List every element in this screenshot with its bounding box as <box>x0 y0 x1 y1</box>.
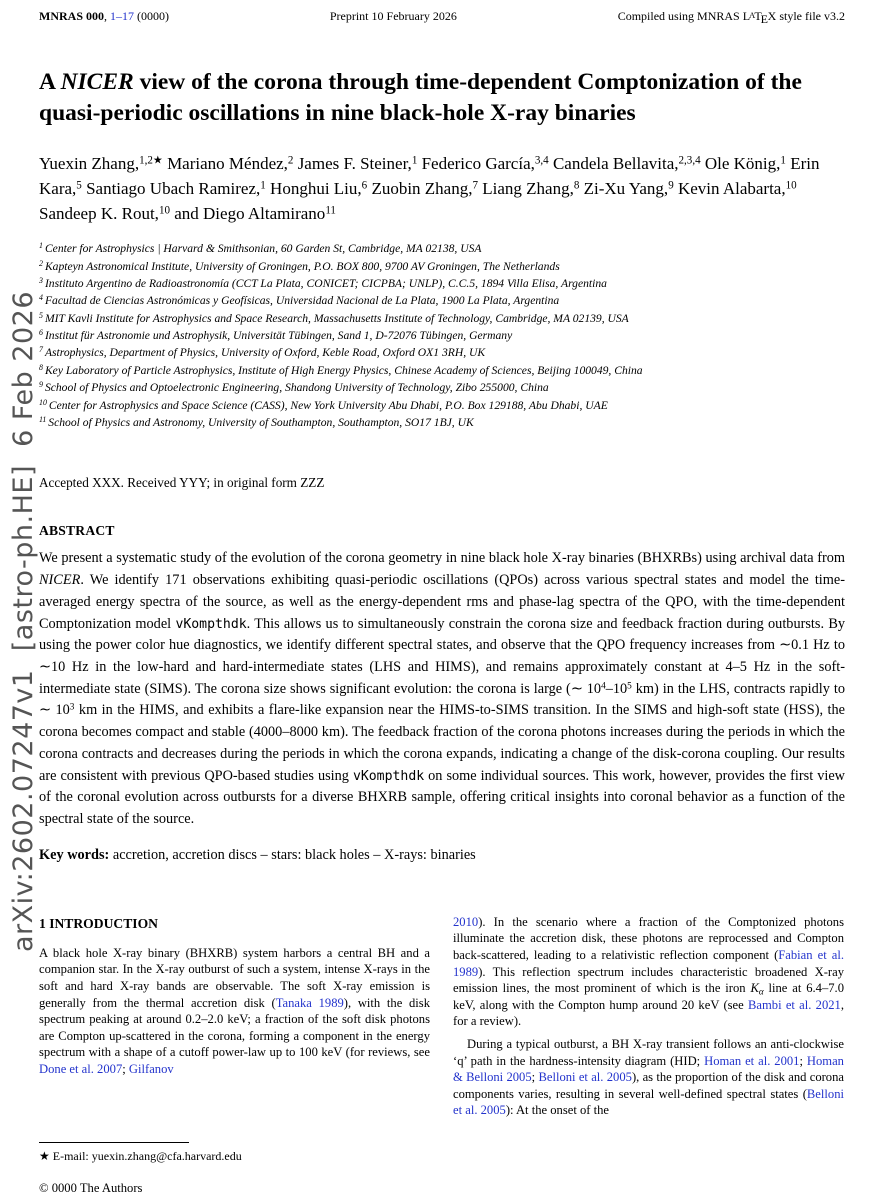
affiliation-number: 7 <box>39 345 43 355</box>
text-segment: 6 <box>361 179 368 192</box>
text-segment: We present a systematic study of the evolution of the corona geometry in nine black hole X-ray binaries (BHXRBs) using archival data from <box>39 550 845 567</box>
affiliation-item <box>39 414 845 431</box>
affiliation-text: School of Physics and Astronomy, University of Southampton, Southampton, SO17 1BJ, UK <box>48 415 474 429</box>
affiliation-number: 10 <box>39 397 47 407</box>
text-segment: Kevin Alabarta, <box>673 178 786 198</box>
text-segment: 7 <box>472 179 479 192</box>
text-segment: Honghui Liu, <box>265 178 362 198</box>
text-segment: 5 <box>76 179 82 192</box>
affiliation-item <box>39 292 845 309</box>
text-segment: A <box>749 9 756 20</box>
text-segment: 3,4 <box>534 154 549 167</box>
affiliation-number: 3 <box>39 275 43 285</box>
text-segment: Sandeep K. Rout, <box>39 203 159 223</box>
text-segment: line at 6.4–7.0 keV, along with the Compton hump around 20 keV (see <box>453 981 845 1012</box>
text-segment: Mariano Méndez, <box>162 153 288 173</box>
text-segment: During a typical outburst, a BH X-ray transient follows an anti-clockwise ‘q’ path in the hardness-intensity diagram (HID; <box>453 1037 844 1068</box>
text-segment: ), as the proportion of the disk and corona components varies, resulting in several well-defined spectral states ( <box>453 1070 844 1101</box>
text-segment: , for a review). <box>453 997 845 1029</box>
affiliation-item <box>39 258 845 275</box>
text-segment: X style file v3.2 <box>767 9 845 23</box>
text-segment: A black hole X-ray binary (BHXRB) system harbors a central BH and a companion star. In the X-ray outburst of such a system, intense X-rays in the soft and hard X-ray bands are observable. The soft X-ray emission is generally from the thermal accretion disk ( <box>39 945 430 1010</box>
text-segment: 1 <box>780 154 786 167</box>
affiliation-number: 5 <box>39 310 43 320</box>
citation-done-2007[interactable]: Done et al. 2007 <box>39 1062 123 1077</box>
text-segment: . This allows us to simultaneously constrain the corona size and feedback fraction during outbursts. By using the power color hue diagnostics, we identify different spectral states, and observe that the QPO frequency increases from ∼0.1 Hz to ∼10 Hz in the low-hard and hard-intermediate states (LHS and HIMS), and remains approximately constant at 4–5 Hz in the soft-intermediate state (SIMS). The corona size shows significant evolution: the corona is large (∼ 10 <box>39 615 845 697</box>
text-segment: 10 <box>158 204 170 217</box>
text-segment: Key words: <box>39 846 110 863</box>
text-segment: Zi-Xu Yang, <box>579 178 669 198</box>
citation-gilfanov-2010[interactable]: Gilfanov <box>128 1062 174 1077</box>
compile-note <box>618 9 845 27</box>
text-segment: 1,2 <box>139 154 153 167</box>
abstract-text <box>39 548 845 830</box>
affiliation-number: 6 <box>39 328 43 338</box>
footnote-area <box>39 1142 431 1164</box>
journal-reference <box>39 9 169 24</box>
text-segment: . We identify 171 observations exhibiting quasi-periodic oscillations (QPOs) across various spectral states and model the time-averaged energy spectra of the source, as well as the energy-dependent rms and phase-lag spectra of the QPO, with the time-dependent Comptonization model <box>39 572 845 632</box>
text-segment: 2,3,4 <box>678 154 701 167</box>
intro-paragraph-3 <box>453 1036 844 1119</box>
copyright-footer: © 0000 The Authors <box>39 1181 143 1195</box>
text-segment: Zuobin Zhang, <box>367 178 473 198</box>
affiliation-item <box>39 327 845 344</box>
affiliation-text: Key Laboratory of Particle Astrophysics, Institute of High Energy Physics, Chinese Academy of Sciences, Beijing 100049, China <box>44 363 643 377</box>
text-segment: vKompthdk <box>175 616 247 632</box>
text-segment: 10 <box>785 179 797 192</box>
text-segment: A <box>39 68 61 95</box>
text-segment: ). This reflection spectrum includes characteristic broadened X-ray emission lines, the most prominent of which is the iron <box>453 964 844 996</box>
text-segment: 1 <box>411 154 418 167</box>
text-segment: km) in the LHS, contracts rapidly to ∼ 10 <box>39 680 845 719</box>
footnote-email <box>39 1149 431 1164</box>
affiliation-item <box>39 379 845 396</box>
citation-belloni-2005b[interactable]: Belloni et al. 2005 <box>453 1086 844 1118</box>
affiliation-number: 4 <box>39 293 43 303</box>
two-column-body <box>39 914 845 1162</box>
text-segment: Federico García, <box>417 153 535 173</box>
page-header <box>39 0 845 27</box>
text-segment: (0000) <box>134 9 169 23</box>
affiliation-item <box>39 275 845 292</box>
intro-paragraph-2 <box>453 914 844 1030</box>
citation-homan-belloni-2005[interactable]: Homan & Belloni 2005 <box>453 1053 844 1085</box>
paper-content <box>39 0 845 1162</box>
affiliation-text: School of Physics and Optoelectronic Engineering, Shandong University of Technology, Zibo 255000, China <box>44 381 549 395</box>
text-segment: Candela Bellavita, <box>548 153 679 173</box>
text-segment: 5 <box>627 681 632 692</box>
text-segment: James F. Steiner, <box>293 153 412 173</box>
text-segment: K <box>750 981 759 996</box>
text-segment: ), with the disk spectrum peaking at around 0.2–2.0 keV; a fraction of the soft disk photons are Compton up-scattered in the corona, forming a component in the energy spectrum with a shape of a cutoff power-law up to 100 keV (for reviews, see <box>39 995 431 1060</box>
affiliation-item <box>39 310 845 327</box>
affiliation-text: Astrophysics, Department of Physics, University of Oxford, Keble Road, Oxford OX1 3RH, UK <box>44 346 486 360</box>
text-segment: 1 <box>260 179 266 192</box>
affiliation-number: 8 <box>39 362 43 372</box>
affiliation-text: Institut für Astronomie und Astrophysik, Universität Tübingen, Sand 1, D-72076 Tübingen, Germany <box>44 329 513 343</box>
affiliation-text: Instituto Argentino de Radioastronomía (CCT La Plata, CONICET; CICPBA; UNLP), C.C.5, 1894 Villa Elisa, Argentina <box>44 276 607 290</box>
affiliation-number: 11 <box>39 415 47 425</box>
affiliation-text: Kapteyn Astronomical Institute, University of Groningen, P.O. BOX 800, 9700 AV Groningen, The Netherlands <box>44 259 560 273</box>
affiliation-item <box>39 240 845 257</box>
text-segment: ): At the onset of the <box>505 1103 609 1118</box>
affiliation-number: 1 <box>39 241 43 251</box>
affiliation-list <box>39 240 845 431</box>
text-segment: on some individual sources. This work, however, provides the first view of the coronal evolution across outbursts for a diverse BHXRB sample, offering critical insights into coronal behavior as a function of the spectral state of the source. <box>39 767 845 828</box>
text-segment: Ole König, <box>700 153 781 173</box>
text-segment: MNRAS 000 <box>39 9 104 23</box>
text-segment: 4 <box>601 681 606 692</box>
text-segment: ★ <box>39 1149 53 1163</box>
text-segment: vKompthdk <box>352 768 425 784</box>
text-segment: Santiago Ubach Ramirez, <box>81 178 261 198</box>
author-list <box>39 151 845 226</box>
citation-homan-2001[interactable]: Homan et al. 2001 <box>704 1053 800 1068</box>
email-link[interactable]: E-mail: yuexin.zhang@cfa.harvard.edu <box>52 1149 242 1163</box>
text-segment: ; <box>531 1070 539 1085</box>
paper-title <box>39 67 845 129</box>
text-segment: ; <box>799 1053 807 1068</box>
affiliation-item <box>39 397 845 414</box>
text-segment: accretion, accretion discs – stars: black holes – X-rays: binaries <box>109 846 476 863</box>
affiliation-item <box>39 344 845 361</box>
affiliation-number: 2 <box>39 258 43 268</box>
text-segment: α <box>758 986 764 997</box>
text-segment: T <box>754 9 762 23</box>
keywords-line <box>39 847 845 864</box>
arxiv-watermark: arXiv:2602.07247v1 [astro-ph.HE] 6 Feb 2026 <box>8 290 39 952</box>
text-segment: Yuexin Zhang, <box>39 153 140 173</box>
text-segment: and Diego Altamirano <box>169 203 326 223</box>
text-segment: NICER <box>60 68 134 95</box>
citation-fabian-1989[interactable]: Fabian et al. 1989 <box>453 947 844 979</box>
affiliation-item <box>39 362 845 379</box>
citation-tanaka-1989[interactable]: Tanaka 1989 <box>275 995 344 1010</box>
text-segment: NICER <box>39 572 81 589</box>
affiliation-number: 9 <box>39 380 43 390</box>
preprint-date: Preprint 10 February 2026 <box>329 9 457 23</box>
column-left <box>39 914 430 1162</box>
footnote-rule <box>39 1142 189 1143</box>
pages-link[interactable]: 1–17 <box>110 9 134 23</box>
affiliation-text: Center for Astrophysics | Harvard & Smithsonian, 60 Garden St, Cambridge, MA 02138, USA <box>44 242 482 256</box>
text-segment: 2 <box>287 154 294 167</box>
text-segment: Erin Kara, <box>39 153 820 198</box>
text-segment: 8 <box>573 179 580 192</box>
text-segment: ). In the scenario where a fraction of the Comptonized photons illuminate the accretion disk, these photons are reprocessed and Compton back-scattered, leading to a relativistic reflection component ( <box>453 914 844 962</box>
text-segment: –10 <box>605 680 628 697</box>
citation-gilfanov-2010-cont[interactable]: 2010 <box>453 914 479 929</box>
text-segment: Compiled using MNRAS L <box>617 9 751 23</box>
footnote-star: ★ <box>152 154 163 167</box>
text-segment: , <box>104 9 110 23</box>
affiliation-text: MIT Kavli Institute for Astrophysics and Space Research, Massachusetts Institute of Technology, Cambridge, MA 02139, USA <box>44 311 629 325</box>
citation-bambi-2021[interactable]: Bambi et al. 2021 <box>747 997 841 1012</box>
accepted-line: Accepted XXX. Received YYY; in original form ZZZ <box>39 475 325 491</box>
intro-paragraph-1 <box>39 945 430 1078</box>
section-heading-introduction: 1 INTRODUCTION <box>39 915 158 931</box>
text-segment: E <box>760 11 768 26</box>
text-segment: view of the corona through time-dependent Comptonization of the quasi-periodic oscillations in nine black-hole X-ray binaries <box>39 68 802 126</box>
text-segment: 11 <box>325 204 336 217</box>
text-segment: ; <box>122 1062 129 1077</box>
text-segment: Liang Zhang, <box>478 178 574 198</box>
text-segment: km in the HIMS, and exhibits a flare-like expansion near the HIMS-to-SIMS transition. In the SIMS and high-soft state (HSS), the corona becomes compact and stable (4000–8000 km). The feedback fraction of the corona photons increases during the periods in which the corona contracts and decreases during the periods in which the corona expands, indicating a change of the disk-corona coupling. Our results are consistent with previous QPO-based studies using <box>39 702 845 784</box>
affiliation-text: Facultad de Ciencias Astronómicas y Geofísicas, Universidad Nacional de La Plata, 1900 La Plata, Argentina <box>44 294 560 308</box>
abstract-heading: ABSTRACT <box>39 523 115 539</box>
column-right <box>453 914 844 1162</box>
text-segment: 9 <box>668 179 674 192</box>
citation-belloni-2005[interactable]: Belloni et al. 2005 <box>538 1070 632 1085</box>
text-segment: 3 <box>69 702 75 713</box>
affiliation-text: Center for Astrophysics and Space Science (CASS), New York University Abu Dhabi, P.O. Box 129188, Abu Dhabi, UAE <box>48 398 608 412</box>
